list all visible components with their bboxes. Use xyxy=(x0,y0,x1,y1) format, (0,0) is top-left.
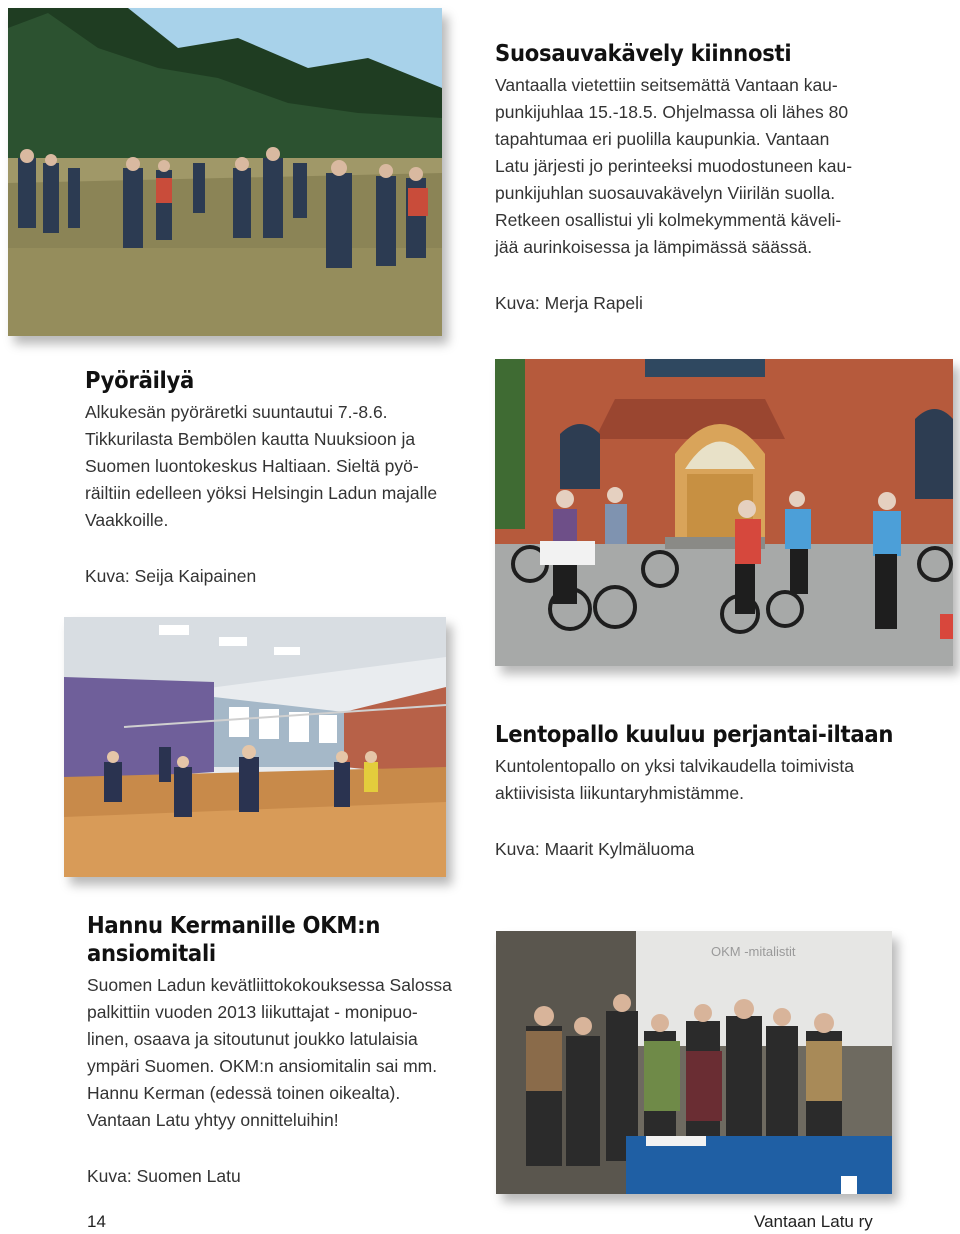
slide-title: OKM -mitalistit xyxy=(711,944,796,959)
body-line: Vantaan Latu yhtyy onnitteluihin! xyxy=(87,1110,339,1130)
body-line: jää aurinkoisessa ja lämpimässä säässä. xyxy=(495,237,813,257)
section-heading: Hannu Kermanille OKM:n xyxy=(87,913,381,939)
page-number: 14 xyxy=(87,1212,106,1231)
body-line: Kuntolentopallo on yksi talvikaudella toimivista xyxy=(495,756,854,776)
publication-name: Vantaan Latu ry xyxy=(754,1212,873,1231)
photo-credit: Kuva: Maarit Kylmäluoma xyxy=(495,839,695,859)
section-heading: Pyöräilyä xyxy=(85,368,195,394)
photo-cycling xyxy=(495,359,953,666)
photo-credit: Kuva: Merja Rapeli xyxy=(495,293,643,313)
body-line: punkijuhlaa 15.-18.5. Ohjelmassa oli lähes 80 xyxy=(495,102,849,122)
body-line: Alkukesän pyöräretki suuntautui 7.-8.6. xyxy=(85,402,388,422)
body-line: Vantaalla vietettiin seitsemättä Vantaan kau- xyxy=(495,75,838,95)
body-line: Suomen Ladun kevätliittokokouksessa Salossa xyxy=(87,975,452,995)
body-line: Suomen luontokeskus Haltiaan. Sieltä pyö- xyxy=(85,456,419,476)
photo-volleyball xyxy=(64,617,446,877)
section-heading: Suosauvakävely kiinnosti xyxy=(495,41,792,67)
body-line: linen, osaava ja sitoutunut joukko latulaisia xyxy=(87,1029,418,1049)
body-line: palkittiin vuoden 2013 liikuttajat - monipuo- xyxy=(87,1002,418,1022)
section-heading: Lentopallo kuuluu perjantai-iltaan xyxy=(495,722,894,748)
body-line: Tikkurilasta Bembölen kautta Nuuksioon ja xyxy=(85,429,416,449)
photo-nordic-walking xyxy=(8,8,442,336)
photo-award-recipients xyxy=(496,931,892,1194)
section-award xyxy=(87,912,487,1190)
photo-credit: Kuva: Seija Kaipainen xyxy=(85,566,257,586)
body-line: Latu järjesti jo perinteeksi muodostuneen kau- xyxy=(495,156,853,176)
section-volleyball xyxy=(495,721,935,863)
body-line: tapahtumaa eri puolilla kaupunkia. Vantaan xyxy=(495,129,830,149)
body-line: Vaakkoille. xyxy=(85,510,169,530)
section-nordic-walking xyxy=(495,40,935,317)
body-line: räiltiin edelleen yöksi Helsingin Ladun majalle xyxy=(85,483,438,503)
photo-credit: Kuva: Suomen Latu xyxy=(87,1166,241,1186)
body-line: Hannu Kerman (edessä toinen oikealta). xyxy=(87,1083,401,1103)
section-heading: ansiomitali xyxy=(87,941,216,967)
body-line: Retkeen osallistui yli kolmekymmentä käveli- xyxy=(495,210,842,230)
section-cycling xyxy=(85,367,485,590)
body-line: aktiivisista liikuntaryhmistämme. xyxy=(495,783,744,803)
body-line: punkijuhlan suosauvakävelyn Viirilän suolla. xyxy=(495,183,836,203)
body-line: ympäri Suomen. OKM:n ansiomitalin sai mm. xyxy=(87,1056,438,1076)
